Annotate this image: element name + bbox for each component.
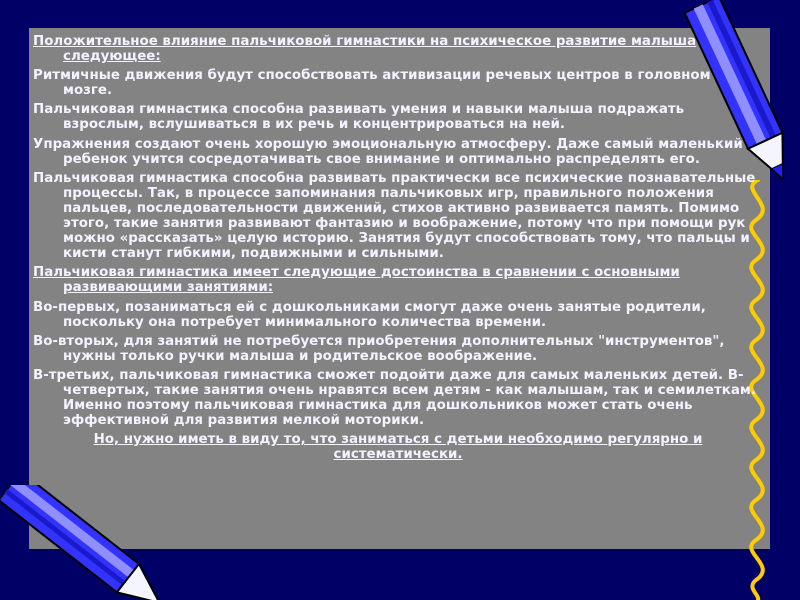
paragraph-9: В-третьих, пальчиковая гимнастика сможет подойти даже для самых маленьких детей. В-четвертых, такие занятия очень нравятся всем детям - как малышам, так и семилеткам. Именно поэтому пальчиковая гимнастика для дошкольников может стать очень эффективной для развития мелкой моторики. bbox=[33, 367, 756, 429]
paragraph-7: Во-первых, позаниматься ей с дошкольниками смогут даже очень занятые родители, поскольку она потребует минимального количества времени. bbox=[33, 299, 706, 330]
paragraph-8: Во-вторых, для занятий не потребуется приобретения дополнительных "инструментов", нужны только ручки малыша и родительское воображение. bbox=[33, 333, 725, 364]
paragraph-10: Но, нужно иметь в виду то, что заниматься с детьми необходимо регулярно и систематически. bbox=[93, 432, 703, 463]
paragraph-5: Пальчиковая гимнастика способна развивать практически все психические познавательные процессы. Так, в процессе запоминания пальчиковых игр, правильного положения пальцев, последовательности движений, стихов активно развивается память. Помимо этого, такие занятия развивают фантазию и воображение, потому что при помощи рук можно «рассказать» целую историю. Занятия будут способствовать тому, что пальцы и кисти станут гибкими, подвижными и сильными. bbox=[33, 170, 756, 262]
paragraph-4: Упражнения создают очень хорошую эмоциональную атмосферу. Даже самый маленький ребенок учится сосредотачивать свое внимание и оптимально распределять его. bbox=[33, 136, 743, 167]
paragraph-3: Пальчиковая гимнастика способна развивать умения и навыки малыша подражать взрослым, вслушиваться в их речь и концентрироваться на ней. bbox=[33, 102, 685, 133]
pencil-bottom-left-icon bbox=[0, 485, 160, 600]
paragraph-1: Положительное влияние пальчиковой гимнастики на психическое развитие малыша следующее: bbox=[33, 34, 697, 65]
body-text bbox=[33, 34, 763, 466]
paragraph-6: Пальчиковая гимнастика имеет следующие достоинства в сравнении с основными развивающими занятиями: bbox=[33, 265, 680, 296]
paragraph-2: Ритмичные движения будут способствовать активизации речевых центров в головном мозге. bbox=[33, 68, 711, 99]
